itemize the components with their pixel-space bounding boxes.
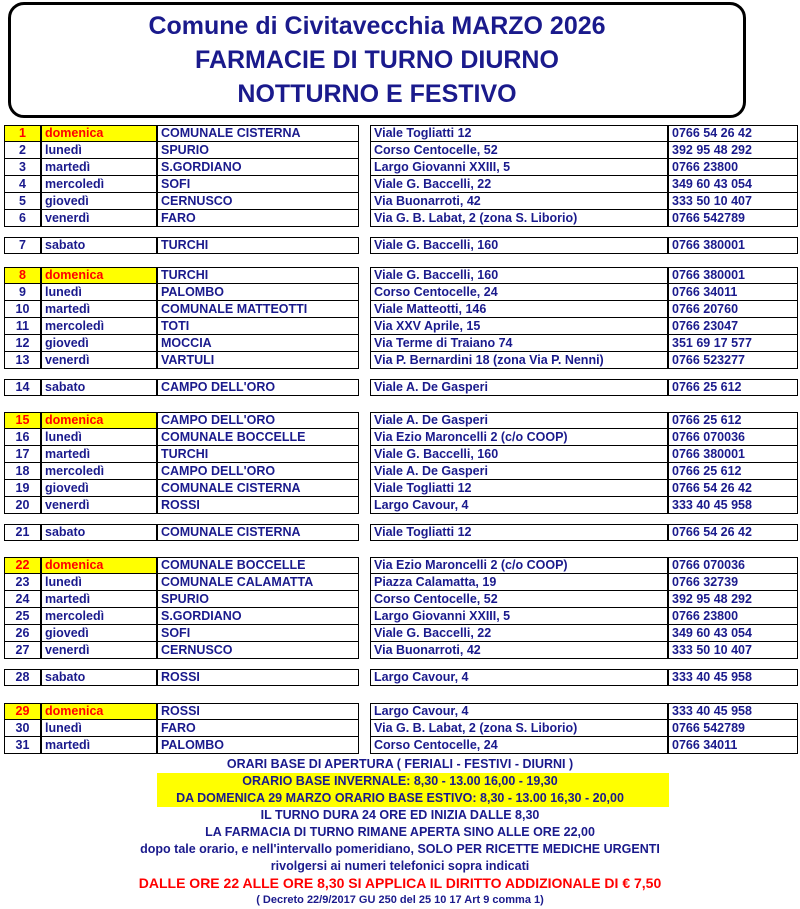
day-number: 12: [4, 335, 41, 352]
pharmacy-phone: 333 40 45 958: [668, 497, 798, 514]
weekday: lunedì: [41, 574, 157, 591]
weekday: martedì: [41, 591, 157, 608]
pharmacy-phone: 0766 34011: [668, 737, 798, 754]
schedule-group: [0, 125, 800, 227]
schedule-group: [0, 237, 800, 254]
schedule-group: [0, 703, 800, 754]
table-row: [0, 176, 800, 193]
pharmacy-phone: 0766 32739: [668, 574, 798, 591]
day-number: 3: [4, 159, 41, 176]
footer-notes: [0, 756, 800, 909]
day-number: 31: [4, 737, 41, 754]
day-number: 2: [4, 142, 41, 159]
day-number: 23: [4, 574, 41, 591]
pharmacy-name: ROSSI: [157, 497, 359, 514]
pharmacy-address: Corso Centocelle, 52: [370, 142, 668, 159]
closing-time-note: LA FARMACIA DI TURNO RIMANE APERTA SINO ALLE ORE 22,00: [205, 825, 595, 839]
table-row: [0, 608, 800, 625]
pharmacy-name: CERNUSCO: [157, 193, 359, 210]
day-number: 13: [4, 352, 41, 369]
weekday: mercoledì: [41, 176, 157, 193]
table-row: [0, 720, 800, 737]
weekday: mercoledì: [41, 608, 157, 625]
pharmacy-name: PALOMBO: [157, 737, 359, 754]
table-row: [0, 429, 800, 446]
pharmacy-name: VARTULI: [157, 352, 359, 369]
pharmacy-address: Via Buonarroti, 42: [370, 193, 668, 210]
pharmacy-address: Largo Giovanni XXIII, 5: [370, 159, 668, 176]
weekday: giovedì: [41, 335, 157, 352]
pharmacy-phone: 0766 54 26 42: [668, 125, 798, 142]
table-row: [0, 524, 800, 541]
pharmacy-address: Largo Cavour, 4: [370, 497, 668, 514]
pharmacy-address: Via Ezio Maroncelli 2 (c/o COOP): [370, 429, 668, 446]
day-number: 18: [4, 463, 41, 480]
pharmacy-address: Via G. B. Labat, 2 (zona S. Liborio): [370, 210, 668, 227]
day-number: 9: [4, 284, 41, 301]
pharmacy-phone: 0766 380001: [668, 446, 798, 463]
pharmacy-name: COMUNALE CALAMATTA: [157, 574, 359, 591]
table-row: [0, 703, 800, 720]
pharmacy-phone: 392 95 48 292: [668, 142, 798, 159]
pharmacy-address: Viale Matteotti, 146: [370, 301, 668, 318]
pharmacy-address: Viale G. Baccelli, 160: [370, 446, 668, 463]
pharmacy-name: CAMPO DELL'ORO: [157, 412, 359, 429]
day-number: 21: [4, 524, 41, 541]
day-number: 6: [4, 210, 41, 227]
table-row: [0, 737, 800, 754]
schedule-group: [0, 557, 800, 659]
day-number: 19: [4, 480, 41, 497]
pharmacy-name: FARO: [157, 720, 359, 737]
pharmacy-address: Viale G. Baccelli, 22: [370, 176, 668, 193]
table-row: [0, 267, 800, 284]
pharmacy-address: Corso Centocelle, 24: [370, 737, 668, 754]
summer-hours: DA DOMENICA 29 MARZO ORARIO BASE ESTIVO: 8,30 - 13.00 16,30 - 20,00: [0, 790, 800, 807]
table-row: [0, 210, 800, 227]
weekday: giovedì: [41, 193, 157, 210]
day-number: 7: [4, 237, 41, 254]
pharmacy-phone: 0766 23047: [668, 318, 798, 335]
pharmacy-name: ROSSI: [157, 703, 359, 720]
day-number: 11: [4, 318, 41, 335]
weekday: venerdì: [41, 352, 157, 369]
table-row: [0, 237, 800, 254]
day-number: 8: [4, 267, 41, 284]
weekday: mercoledì: [41, 318, 157, 335]
table-row: [0, 193, 800, 210]
pharmacy-address: Viale Togliatti 12: [370, 125, 668, 142]
pharmacy-name: PALOMBO: [157, 284, 359, 301]
pharmacy-phone: 0766 23800: [668, 159, 798, 176]
pharmacy-address: Largo Giovanni XXIII, 5: [370, 608, 668, 625]
pharmacy-phone: 0766 25 612: [668, 379, 798, 396]
pharmacy-name: SOFI: [157, 625, 359, 642]
table-row: [0, 574, 800, 591]
pharmacy-phone: 349 60 43 054: [668, 176, 798, 193]
pharmacy-address: Piazza Calamatta, 19: [370, 574, 668, 591]
pharmacy-name: COMUNALE CISTERNA: [157, 125, 359, 142]
table-row: [0, 625, 800, 642]
pharmacy-phone: 349 60 43 054: [668, 625, 798, 642]
weekday: martedì: [41, 301, 157, 318]
pharmacy-name: TURCHI: [157, 237, 359, 254]
pharmacy-address: Viale A. De Gasperi: [370, 412, 668, 429]
weekday: sabato: [41, 379, 157, 396]
weekday: lunedì: [41, 429, 157, 446]
weekday: domenica: [41, 703, 157, 720]
pharmacy-name: SPURIO: [157, 591, 359, 608]
pharmacy-name: ROSSI: [157, 669, 359, 686]
pharmacy-address: Viale G. Baccelli, 22: [370, 625, 668, 642]
table-row: [0, 412, 800, 429]
day-number: 27: [4, 642, 41, 659]
pharmacy-name: SOFI: [157, 176, 359, 193]
schedule-group: [0, 267, 800, 369]
day-number: 28: [4, 669, 41, 686]
pharmacy-phone: 0766 523277: [668, 352, 798, 369]
pharmacy-name: CERNUSCO: [157, 642, 359, 659]
pharmacy-phone: 0766 34011: [668, 284, 798, 301]
pharmacy-phone: 0766 25 612: [668, 463, 798, 480]
weekday: domenica: [41, 557, 157, 574]
phone-contact-note: rivolgersi ai numeri telefonici sopra indicati: [270, 859, 530, 873]
table-row: [0, 159, 800, 176]
table-row: [0, 669, 800, 686]
pharmacy-phone: 0766 070036: [668, 429, 798, 446]
weekday: martedì: [41, 159, 157, 176]
schedule-group: [0, 669, 800, 686]
pharmacy-phone: 0766 380001: [668, 237, 798, 254]
day-number: 29: [4, 703, 41, 720]
pharmacy-phone: 0766 25 612: [668, 412, 798, 429]
weekday: venerdì: [41, 210, 157, 227]
table-row: [0, 557, 800, 574]
header-box: [8, 2, 746, 118]
day-number: 5: [4, 193, 41, 210]
table-row: [0, 446, 800, 463]
day-number: 26: [4, 625, 41, 642]
opening-hours-heading: ORARI BASE DI APERTURA ( FERIALI - FESTIVI - DIURNI ): [226, 757, 574, 771]
pharmacy-address: Viale G. Baccelli, 160: [370, 237, 668, 254]
pharmacy-address: Viale G. Baccelli, 160: [370, 267, 668, 284]
pharmacy-name: CAMPO DELL'ORO: [157, 379, 359, 396]
pharmacy-address: Viale A. De Gasperi: [370, 379, 668, 396]
surcharge-note: DALLE ORE 22 ALLE ORE 8,30 SI APPLICA IL DIRITTO ADDIZIONALE DI € 7,50: [138, 875, 662, 891]
pharmacy-name: S.GORDIANO: [157, 608, 359, 625]
pharmacy-name: COMUNALE MATTEOTTI: [157, 301, 359, 318]
table-row: [0, 591, 800, 608]
pharmacy-name: TOTI: [157, 318, 359, 335]
table-row: [0, 480, 800, 497]
pharmacy-address: Via Buonarroti, 42: [370, 642, 668, 659]
pharmacy-phone: 0766 542789: [668, 210, 798, 227]
table-row: [0, 301, 800, 318]
day-number: 1: [4, 125, 41, 142]
urgent-prescriptions-note: dopo tale orario, e nell'intervallo pomeridiano, SOLO PER RICETTE MEDICHE URGENTI: [140, 842, 660, 856]
weekday: sabato: [41, 237, 157, 254]
schedule-group: [0, 379, 800, 396]
pharmacy-name: TURCHI: [157, 267, 359, 284]
pharmacy-name: S.GORDIANO: [157, 159, 359, 176]
decree-reference: ( Decreto 22/9/2017 GU 250 del 25 10 17 Art 9 comma 1): [256, 894, 544, 906]
pharmacy-phone: 333 40 45 958: [668, 669, 798, 686]
day-number: 10: [4, 301, 41, 318]
table-row: [0, 642, 800, 659]
weekday: domenica: [41, 412, 157, 429]
weekday: lunedì: [41, 284, 157, 301]
day-number: 22: [4, 557, 41, 574]
day-number: 20: [4, 497, 41, 514]
pharmacy-phone: 0766 23800: [668, 608, 798, 625]
weekday: sabato: [41, 524, 157, 541]
day-number: 15: [4, 412, 41, 429]
schedule-group: [0, 524, 800, 541]
shift-duration-note: IL TURNO DURA 24 ORE ED INIZIA DALLE 8,30: [260, 808, 540, 822]
day-number: 30: [4, 720, 41, 737]
day-number: 25: [4, 608, 41, 625]
weekday: venerdì: [41, 642, 157, 659]
weekday: giovedì: [41, 480, 157, 497]
pharmacy-address: Viale Togliatti 12: [370, 524, 668, 541]
pharmacy-name: MOCCIA: [157, 335, 359, 352]
table-row: [0, 318, 800, 335]
pharmacy-address: Largo Cavour, 4: [370, 669, 668, 686]
table-row: [0, 142, 800, 159]
table-row: [0, 497, 800, 514]
weekday: domenica: [41, 267, 157, 284]
weekday: lunedì: [41, 720, 157, 737]
weekday: domenica: [41, 125, 157, 142]
pharmacy-phone: 0766 20760: [668, 301, 798, 318]
pharmacy-address: Via Ezio Maroncelli 2 (c/o COOP): [370, 557, 668, 574]
weekday: martedì: [41, 446, 157, 463]
schedule-group: [0, 412, 800, 514]
pharmacy-phone: 333 50 10 407: [668, 193, 798, 210]
weekday: venerdì: [41, 497, 157, 514]
pharmacy-name: COMUNALE CISTERNA: [157, 480, 359, 497]
weekday: lunedì: [41, 142, 157, 159]
table-row: [0, 352, 800, 369]
pharmacy-name: TURCHI: [157, 446, 359, 463]
header-title: Comune di Civitavecchia MARZO 2026: [148, 12, 606, 40]
day-number: 16: [4, 429, 41, 446]
pharmacy-phone: 333 50 10 407: [668, 642, 798, 659]
pharmacy-phone: 0766 380001: [668, 267, 798, 284]
table-row: [0, 284, 800, 301]
pharmacy-name: COMUNALE CISTERNA: [157, 524, 359, 541]
pharmacy-phone: 0766 54 26 42: [668, 524, 798, 541]
pharmacy-name: COMUNALE BOCCELLE: [157, 429, 359, 446]
weekday: sabato: [41, 669, 157, 686]
pharmacy-phone: 351 69 17 577: [668, 335, 798, 352]
pharmacy-name: COMUNALE BOCCELLE: [157, 557, 359, 574]
table-row: [0, 379, 800, 396]
pharmacy-address: Via G. B. Labat, 2 (zona S. Liborio): [370, 720, 668, 737]
pharmacy-phone: 0766 070036: [668, 557, 798, 574]
day-number: 17: [4, 446, 41, 463]
pharmacy-phone: 0766 54 26 42: [668, 480, 798, 497]
pharmacy-address: Corso Centocelle, 24: [370, 284, 668, 301]
pharmacy-address: Via P. Bernardini 18 (zona Via P. Nenni): [370, 352, 668, 369]
day-number: 4: [4, 176, 41, 193]
pharmacy-phone: 392 95 48 292: [668, 591, 798, 608]
weekday: giovedì: [41, 625, 157, 642]
day-number: 24: [4, 591, 41, 608]
pharmacy-address: Largo Cavour, 4: [370, 703, 668, 720]
day-number: 14: [4, 379, 41, 396]
pharmacy-name: FARO: [157, 210, 359, 227]
table-row: [0, 463, 800, 480]
header-subtitle: FARMACIE DI TURNO DIURNO: [195, 46, 559, 74]
pharmacy-phone: 333 40 45 958: [668, 703, 798, 720]
pharmacy-phone: 0766 542789: [668, 720, 798, 737]
pharmacy-address: Corso Centocelle, 52: [370, 591, 668, 608]
pharmacy-address: Viale A. De Gasperi: [370, 463, 668, 480]
pharmacy-address: Via XXV Aprile, 15: [370, 318, 668, 335]
pharmacy-address: Viale Togliatti 12: [370, 480, 668, 497]
weekday: mercoledì: [41, 463, 157, 480]
weekday: martedì: [41, 737, 157, 754]
winter-hours: ORARIO BASE INVERNALE: 8,30 - 13.00 16,00 - 19,30: [0, 773, 800, 790]
table-row: [0, 125, 800, 142]
pharmacy-name: SPURIO: [157, 142, 359, 159]
pharmacy-name: CAMPO DELL'ORO: [157, 463, 359, 480]
header-subtitle-2: NOTTURNO E FESTIVO: [237, 80, 517, 108]
table-row: [0, 335, 800, 352]
pharmacy-address: Via Terme di Traiano 74: [370, 335, 668, 352]
